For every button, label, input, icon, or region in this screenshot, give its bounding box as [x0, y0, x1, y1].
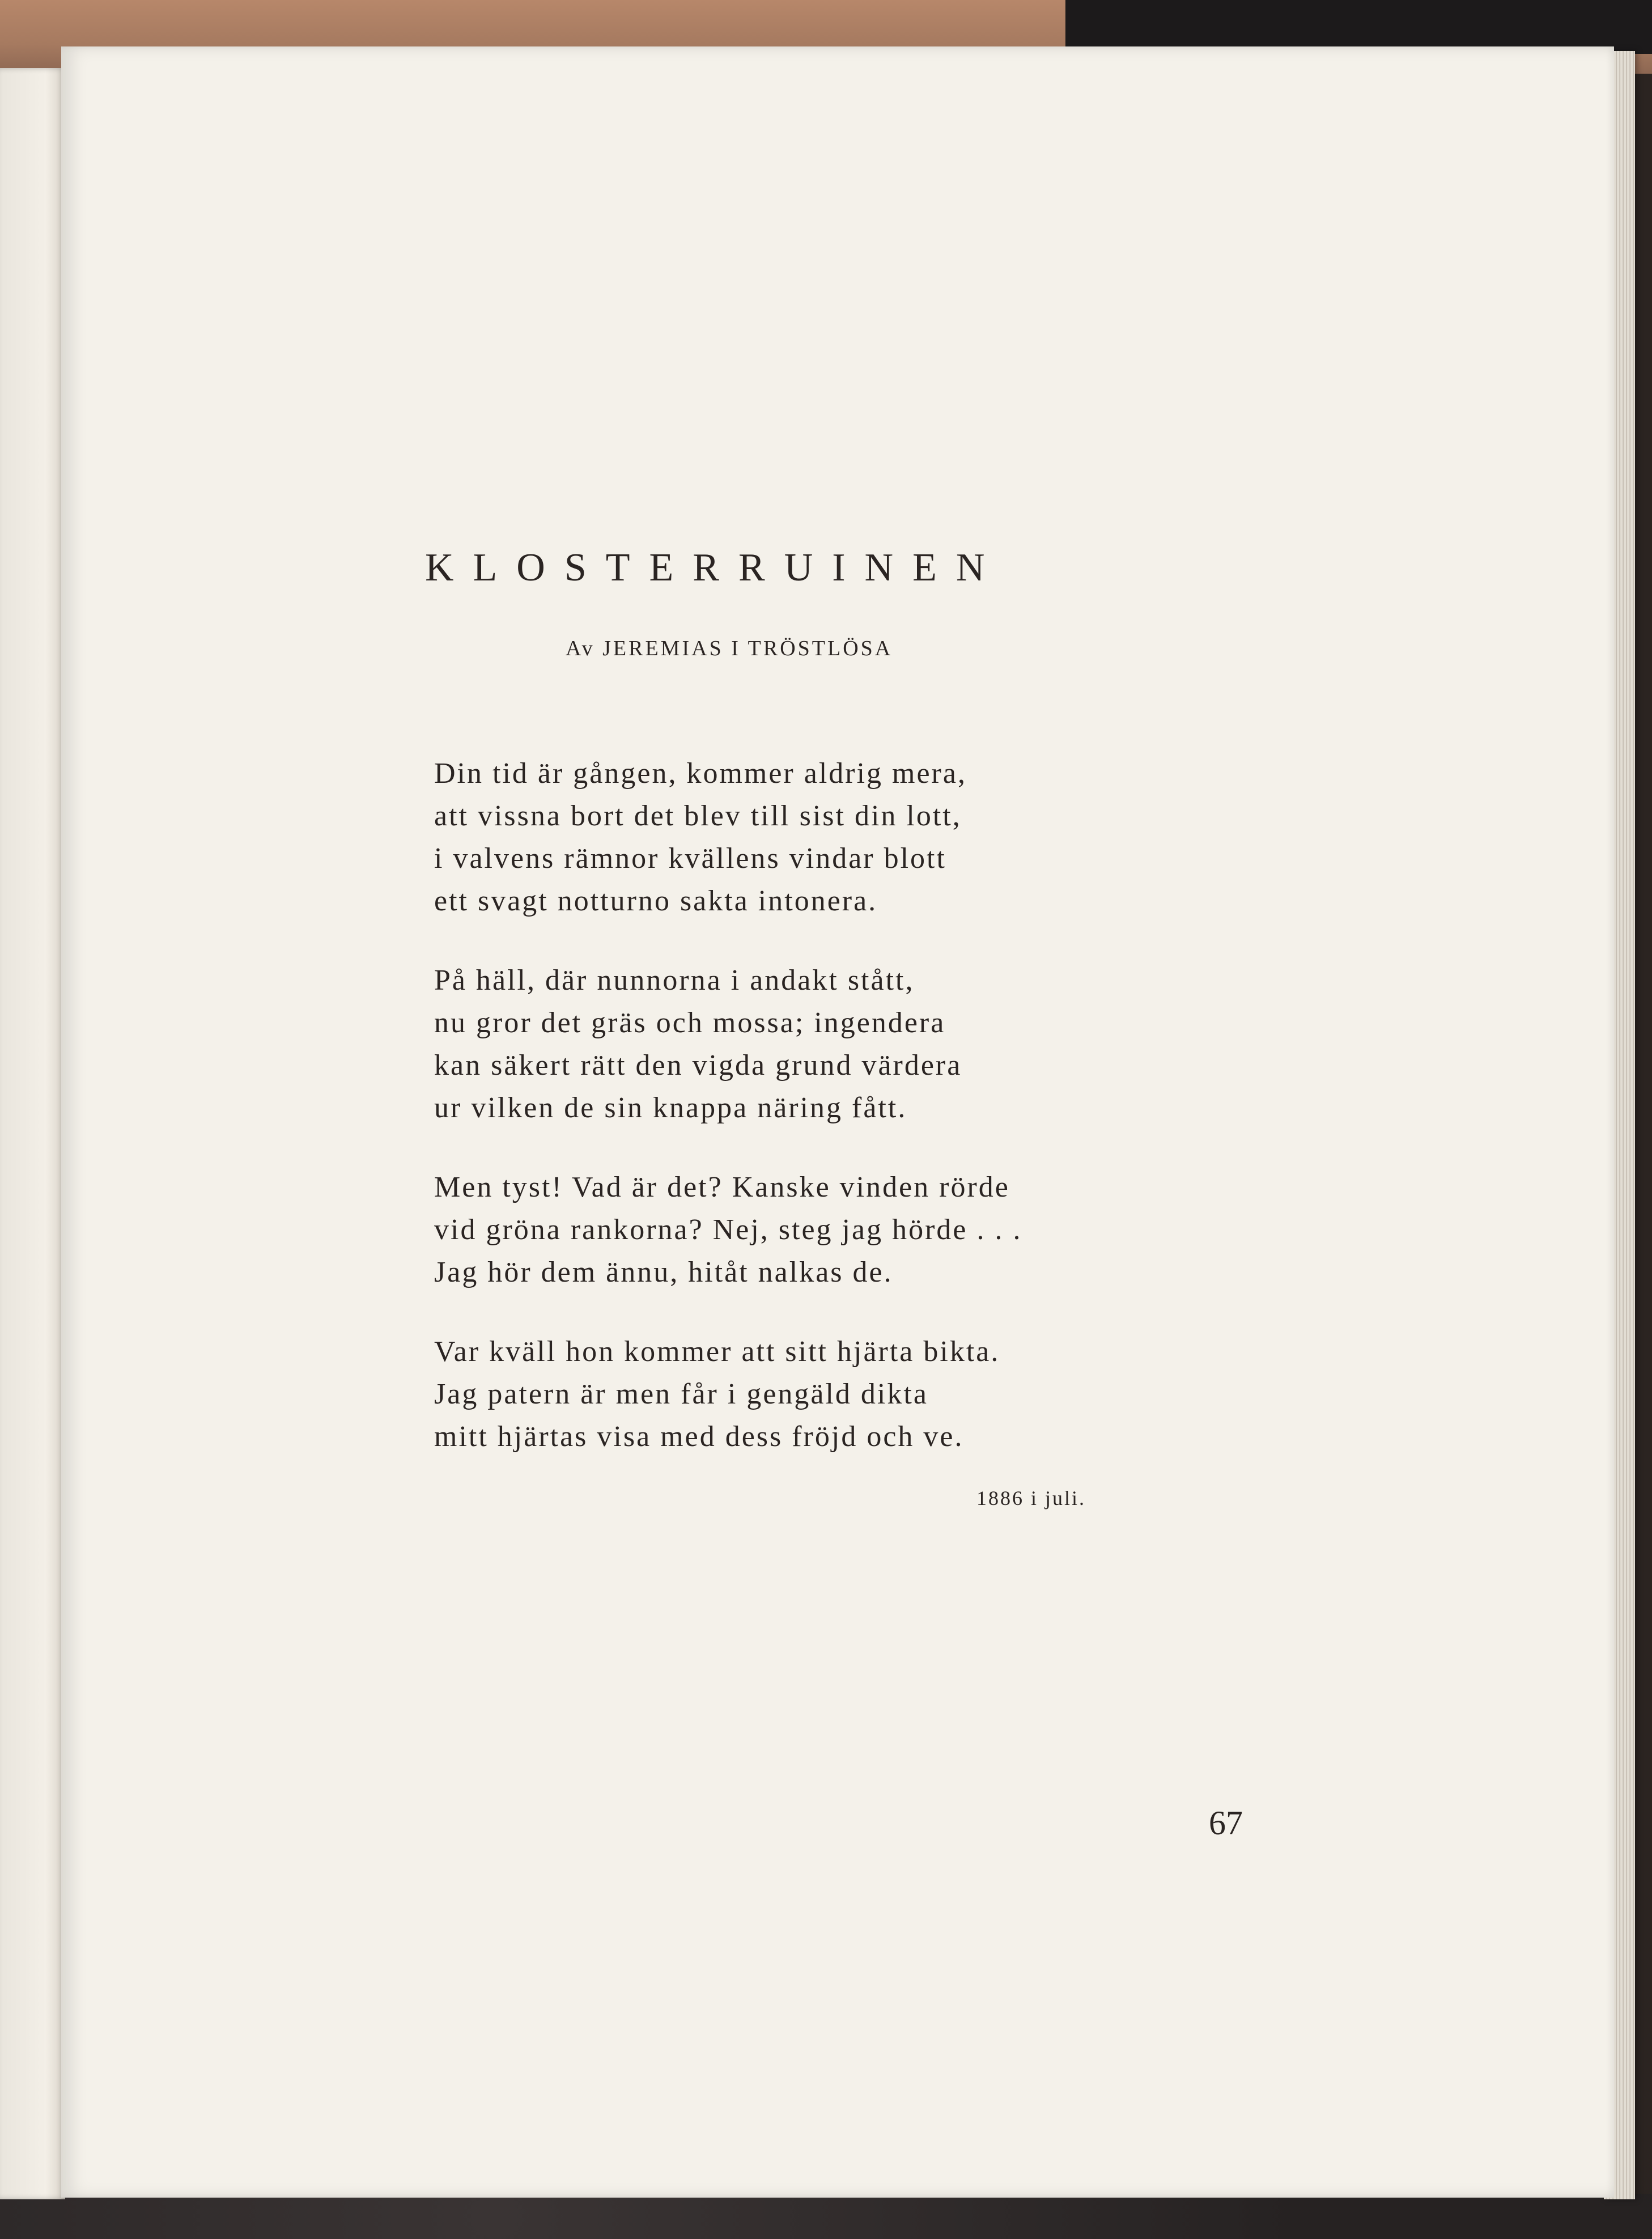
stanza-4 — [434, 1330, 1000, 1458]
poem-line: På häll, där nunnorna i andakt stått, — [434, 964, 915, 996]
poem-title: KLOSTERRUINEN — [425, 546, 1004, 590]
poem-line: mitt hjärtas visa med dess fröjd och ve. — [434, 1420, 964, 1453]
poem-line: nu gror det gräs och mossa; ingendera — [434, 1007, 946, 1039]
page-number: 67 — [1209, 1804, 1243, 1842]
poem-date: 1886 i juli. — [976, 1487, 1086, 1509]
dark-object-background — [1065, 0, 1652, 54]
stanza-2 — [434, 959, 962, 1129]
poem-line: ur vilken de sin knappa näring fått. — [434, 1092, 907, 1124]
poem-line: ett svagt notturno sakta intonera. — [434, 885, 878, 917]
book-page — [61, 46, 1614, 2198]
poem-line: Jag patern är men får i gengäld dikta — [434, 1378, 928, 1410]
poem-line: vid gröna rankorna? Nej, steg jag hörde . . . — [434, 1214, 1022, 1246]
poem-line: Din tid är gången, kommer aldrig mera, — [434, 757, 967, 790]
poem-line: Var kväll hon kommer att sitt hjärta bikta. — [434, 1335, 1000, 1368]
poem-line: Men tyst! Vad är det? Kanske vinden rörde — [434, 1171, 1010, 1203]
poem-line: kan säkert rätt den vigda grund värdera — [434, 1049, 962, 1082]
left-page-edge — [0, 68, 65, 2199]
poem-line: Jag hör dem ännu, hitåt nalkas de. — [434, 1256, 893, 1288]
poem-line: att vissna bort det blev till sist din lott, — [434, 800, 962, 832]
poem-byline: Av JEREMIAS I TRÖSTLÖSA — [566, 637, 893, 660]
stanza-3 — [434, 1166, 1022, 1294]
table-surface — [0, 2194, 1652, 2239]
poem-line: i valvens rämnor kvällens vindar blott — [434, 842, 946, 875]
stanza-1 — [434, 752, 967, 922]
